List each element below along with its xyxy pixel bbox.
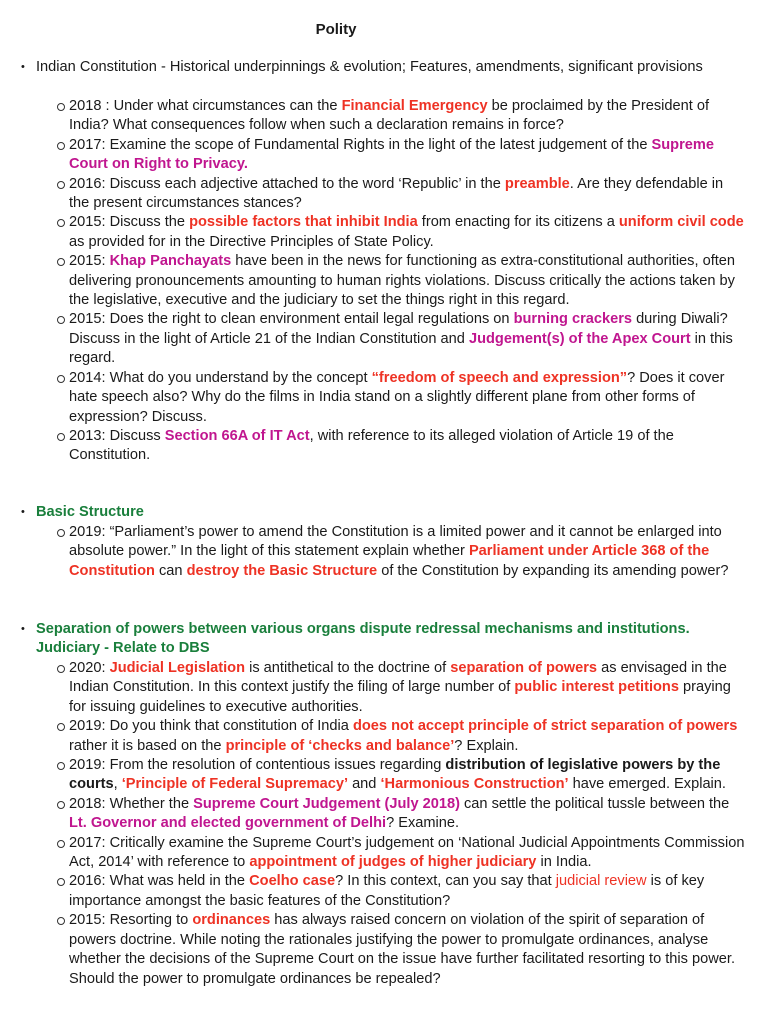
question-item (56, 523, 746, 581)
highlight-text: Khap Panchayats (109, 253, 232, 270)
highlight-text: ‘Principle of Federal Supremacy’ (121, 776, 349, 793)
question-item (56, 369, 746, 427)
bullet-icon: • (21, 506, 25, 518)
highlight-text: burning crackers (513, 311, 633, 328)
section-heading: Separation of powers between various organs dispute redressal mechanisms and institutions. Judiciary - Relate to DBS (36, 621, 690, 657)
question-text: during Diwali? Discuss in the light of Article 21 of the Indian Constitution and (69, 311, 728, 347)
circle-bullet-icon (57, 665, 65, 673)
question-item (56, 97, 746, 136)
question-text: as provided for in the Directive Principles of State Policy. (69, 233, 434, 250)
question-text: 2013: Discuss (69, 427, 165, 444)
question-text: 2020: (69, 660, 110, 676)
question-item (56, 213, 746, 252)
circle-bullet-icon (57, 181, 65, 189)
question-text: . Are they defendable in the present circumstances stances? (69, 175, 724, 212)
circle-bullet-icon (57, 723, 65, 731)
question-text: 2019: From the resolution of contentious issues regarding (69, 757, 446, 774)
question-text: 2015: Resorting to (69, 912, 193, 929)
question-text: 2015: Does the right to clean environment entail legal regulations on (69, 311, 514, 328)
question-item (56, 795, 746, 834)
question-item (56, 834, 746, 873)
highlight-text: Judgement(s) of the Apex Court (468, 330, 691, 347)
question-text: can (154, 562, 187, 579)
circle-bullet-icon (57, 258, 65, 266)
question-text: have been in the news for functioning as extra-constitutional authorities, often delivering pronouncements amounting to human rights violations. Discuss critically the actions taken by the legislative, executive and the judiciary to set the things right in this regard. (69, 253, 736, 309)
highlight-text: uniform civil code (618, 214, 744, 231)
question-item (56, 717, 746, 756)
highlight-text: appointment of judges of higher judiciary (249, 854, 537, 871)
question-text: 2018 : Under what circumstances can the (69, 98, 342, 114)
highlight-text: Judicial Legislation (109, 660, 246, 676)
highlight-text: possible factors that inhibit India (189, 214, 418, 231)
question-text: and (348, 776, 381, 793)
highlight-text: Coelho case (249, 873, 336, 890)
question-text: , (113, 776, 122, 793)
highlight-text: ‘Harmonious Construction’ (380, 776, 569, 793)
circle-bullet-icon (57, 103, 65, 111)
question-text: 2018: Whether the (69, 795, 194, 812)
circle-bullet-icon (57, 801, 65, 809)
question-text: of the Constitution by expanding its amending power? (377, 562, 729, 579)
circle-bullet-icon (57, 316, 65, 324)
question-text: has always raised concern on violation of the spirit of separation of powers doctrine. While noting the rationales justifying the power to promulgate ordinances, analyse whether the decisions of the Supreme Court on the issue have further facilitated resorting to this power. Should the power to promulgate ordinances be repealed? (69, 912, 736, 987)
question-item (56, 252, 746, 310)
question-text: 2016: What was held in the (69, 873, 250, 890)
highlight-text: does not accept principle of strict separation of powers (352, 718, 738, 735)
bullet-icon: • (21, 623, 25, 635)
highlight-text: separation of powers (450, 660, 598, 676)
question-text: have emerged. Explain. (568, 776, 726, 793)
question-text: 2017: Critically examine the Supreme Court’s judgement on ‘National Judicial Appointments Commission Act, 2014’ with reference to (69, 834, 745, 871)
question-text: 2016: Discuss each adjective attached to the word ‘Republic’ in the (69, 175, 505, 192)
question-text: in India. (536, 854, 592, 871)
question-item (56, 756, 746, 795)
highlight-text: ordinances (192, 912, 271, 929)
highlight-text: principle of ‘checks and balance’ (225, 737, 455, 754)
highlight-text: Financial Emergency (341, 98, 488, 114)
section-heading: Indian Constitution - Historical underpinnings & evolution; Features, amendments, significant provisions (36, 59, 703, 75)
question-text: 2019: “Parliament’s power to amend the Constitution is a limited power and it cannot be enlarged into absolute power.” In the light of this statement explain whether (69, 524, 722, 560)
highlight-text: Parliament under Article 368 of the Constitution (69, 543, 710, 579)
circle-bullet-icon (57, 219, 65, 227)
question-text: praying for issuing guidelines to executive authorities. (69, 679, 731, 715)
highlight-text: Supreme Court Judgement (July 2018) (193, 795, 460, 812)
circle-bullet-icon (57, 529, 65, 537)
highlight-text: Section 66A of IT Act (164, 427, 310, 444)
circle-bullet-icon (57, 840, 65, 848)
question-text: in this regard. (69, 330, 733, 367)
question-text: be proclaimed by the President of India? What consequences follow when such a declaration remains in force? (69, 98, 710, 134)
highlight-text: Supreme Court on Right to Privacy. (69, 136, 714, 173)
question-item (56, 310, 746, 368)
question-list (56, 659, 746, 989)
bullet-icon: • (21, 61, 25, 73)
question-text: 2015: (69, 253, 110, 270)
question-item (56, 136, 746, 175)
question-text: rather it is based on the (69, 737, 226, 754)
circle-bullet-icon (57, 433, 65, 441)
circle-bullet-icon (57, 878, 65, 886)
circle-bullet-icon (57, 375, 65, 383)
question-text: ? Does it cover hate speech also? Why do the films in India stand on a slightly different plane from other forms of expression? Discuss. (69, 369, 725, 425)
question-item (56, 659, 746, 717)
question-text: from enacting for its citizens a (417, 214, 619, 231)
highlight-text: distribution of legislative powers by the courts (69, 757, 721, 793)
question-text: 2015: Discuss the (69, 214, 190, 231)
circle-bullet-icon (57, 142, 65, 150)
page-title: Polity (315, 21, 357, 38)
question-item (56, 872, 746, 911)
question-list (56, 97, 746, 466)
highlight-text: judicial review (555, 873, 647, 890)
question-item (56, 911, 746, 989)
highlight-text: destroy the Basic Structure (186, 562, 378, 579)
highlight-text: “freedom of speech and expression” (371, 369, 628, 386)
question-text: 2017: Examine the scope of Fundamental Rights in the light of the latest judgement of the (69, 136, 652, 153)
circle-bullet-icon (57, 762, 65, 770)
highlight-text: public interest petitions (514, 679, 679, 696)
question-text: 2014: What do you understand by the concept (69, 369, 372, 386)
question-text: ? Examine. (386, 815, 460, 832)
question-text: as envisaged in the Indian Constitution. In this context justify the filing of large number of (69, 660, 727, 696)
question-text: 2019: Do you think that constitution of India (69, 718, 353, 735)
question-item (56, 175, 746, 214)
question-item (56, 427, 746, 466)
question-text: is of key importance amongst the basic features of the Constitution? (69, 873, 705, 909)
highlight-text: preamble (504, 175, 570, 192)
question-text: , with reference to its alleged violation of Article 19 of the Constitution. (69, 427, 674, 464)
highlight-text: Lt. Governor and elected government of Delhi (69, 815, 387, 832)
circle-bullet-icon (57, 917, 65, 925)
question-text: ? In this context, can you say that (335, 873, 556, 890)
question-text: can settle the political tussle between the (459, 795, 730, 812)
section-heading: Basic Structure (36, 504, 144, 520)
question-list (56, 523, 746, 581)
question-text: is antithetical to the doctrine of (245, 660, 451, 676)
question-text: ? Explain. (454, 737, 519, 754)
